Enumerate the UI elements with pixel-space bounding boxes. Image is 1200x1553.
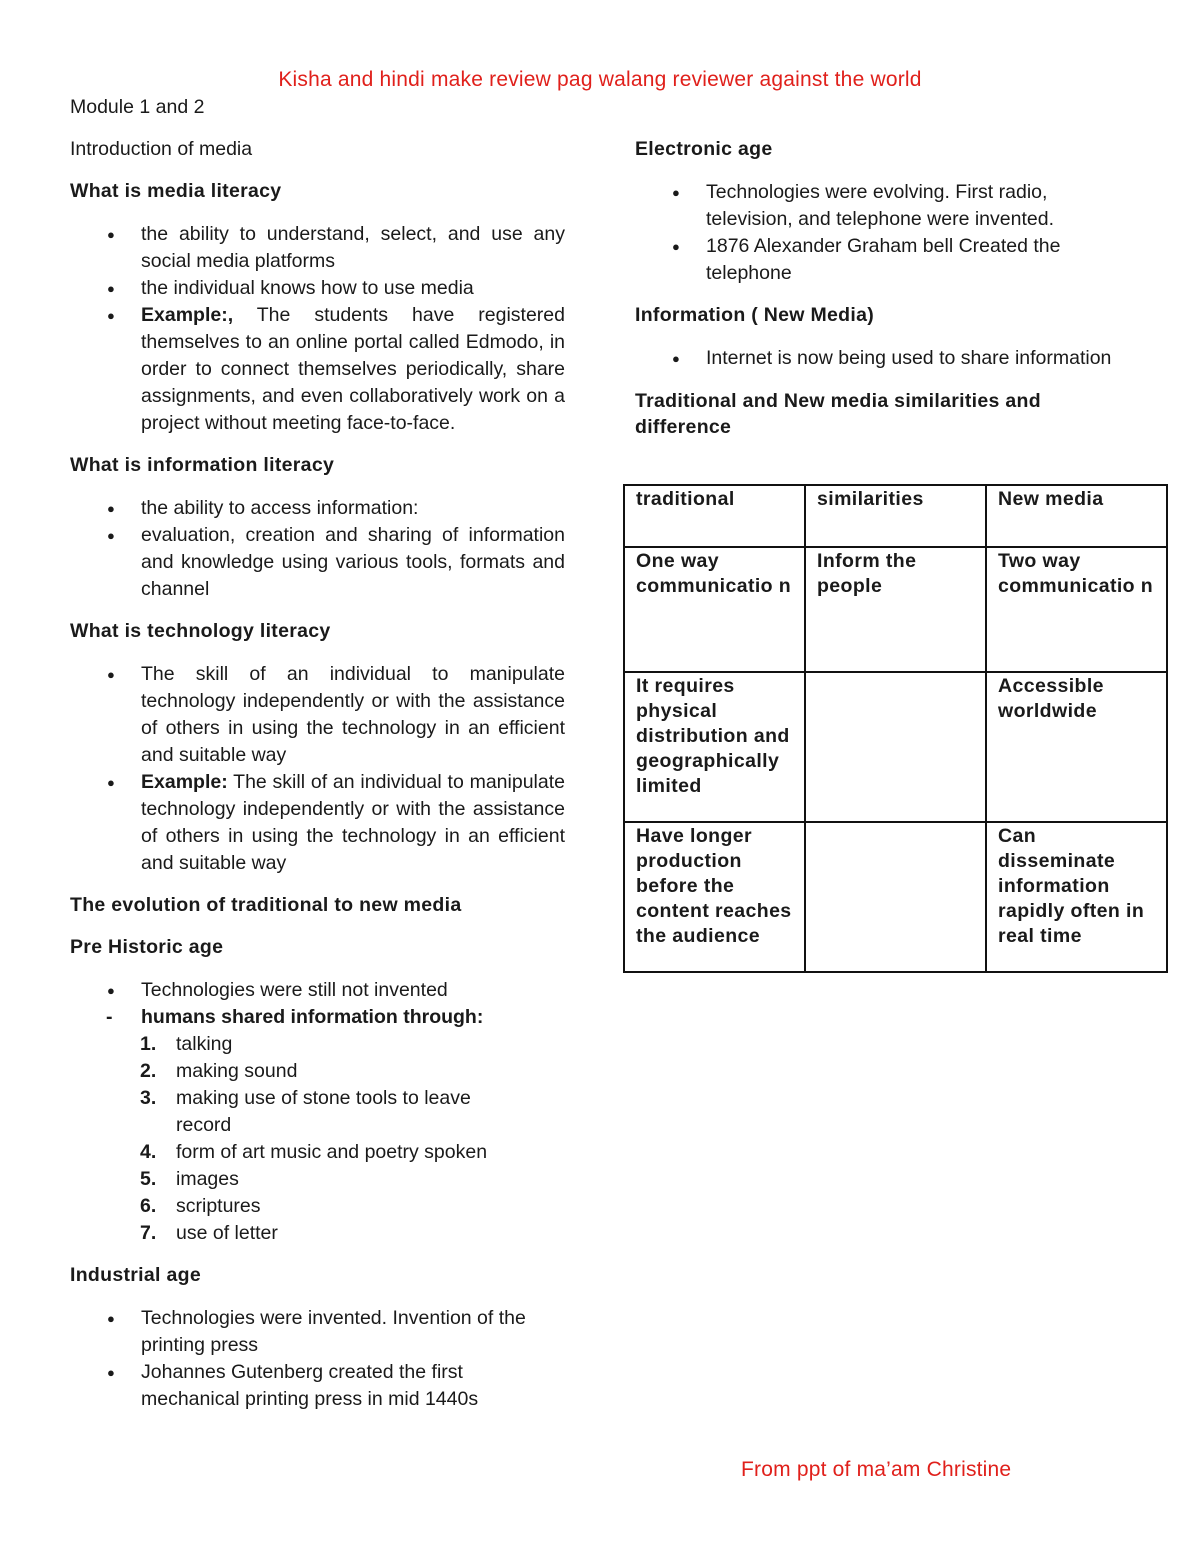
information-literacy-list [70,495,565,603]
list-item: ● the ability to understand, select, and use any social media platforms [70,221,565,275]
table-cell: Two way communicatio n [986,547,1167,672]
table-cell: Have longer production before the content reaches the audience [624,822,805,972]
list-item: ● Technologies were still not invented [70,977,565,1004]
table-cell: One way communicatio n [624,547,805,672]
list-item: ● the ability to access information: [70,495,565,522]
list-item [70,769,565,877]
table-header-cell: similarities [805,485,986,547]
example-text: The students have registered themselves to an online portal called Edmodo, in order to connect themselves periodically, share assignments, and even collaboratively work on a project without meeting face-to-face. [141,304,565,434]
list-item [70,302,565,437]
list-item: ● the individual knows how to use media [70,275,565,302]
table-row [624,672,1167,822]
right-column [635,136,1115,440]
table-heading: Traditional and New media similarities and difference [635,390,1041,438]
table-cell [805,822,986,972]
footer-note: From ppt of ma’am Christine [741,1458,1012,1481]
comparison-table [623,484,1168,973]
list-item: 6. scriptures [140,1195,261,1217]
list-item: 5. images [140,1168,239,1190]
list-item: ● evaluation, creation and sharing of information and knowledge using various tools, formats and channel [70,522,565,603]
evolution-heading: The evolution of traditional to new media [70,894,462,916]
module-title: Module 1 and 2 [70,96,205,118]
table-header-cell: traditional [624,485,805,547]
information-heading: Information ( New Media) [635,304,875,326]
technology-literacy-heading: What is technology literacy [70,620,331,642]
table-cell: Inform the people [805,547,986,672]
electronic-list [635,179,1115,287]
list-item: 1. talking [140,1033,233,1055]
table-header-cell: New media [986,485,1167,547]
industrial-list [70,1305,540,1413]
table-cell: Accessible worldwide [986,672,1167,822]
table-cell [805,672,986,822]
table-header-row [624,485,1167,547]
prehistoric-list [70,977,565,1004]
industrial-heading: Industrial age [70,1264,201,1286]
example-text: The skill of an individual to manipulate technology independently or with the assistance of others in using the technology in an efficient and suitable way [141,771,565,874]
left-column [70,94,565,1413]
table-row [624,822,1167,972]
list-item: 7. use of letter [140,1222,278,1244]
media-literacy-heading: What is media literacy [70,180,282,202]
list-item: ● Technologies were evolving. First radio, television, and telephone were invented. [635,179,1115,233]
list-item: ● Internet is now being used to share information [635,345,1115,372]
list-item: ● 1876 Alexander Graham bell Created the telephone [635,233,1115,287]
list-item: ● Johannes Gutenberg created the first mechanical printing press in mid 1440s [70,1359,540,1413]
list-item [70,1004,565,1031]
list-item: ● Technologies were invented. Invention of the printing press [70,1305,540,1359]
intro-title: Introduction of media [70,138,253,160]
list-item: ● The skill of an individual to manipulate technology independently or with the assistance of others in using the technology in an efficient and suitable way [70,661,565,769]
list-item: 3. making use of stone tools to leave record [140,1087,471,1136]
prehistoric-numbered-list [70,1031,520,1247]
electronic-heading: Electronic age [635,138,773,160]
table-cell: It requires physical distribution and geographically limited [624,672,805,822]
example-label: Example: [141,771,228,793]
header-note: Kisha and hindi make review pag walang reviewer against the world [278,68,922,91]
media-literacy-list [70,221,565,437]
information-literacy-heading: What is information literacy [70,454,335,476]
prehistoric-heading: Pre Historic age [70,936,224,958]
dash-text: humans shared information through: [141,1006,484,1028]
table-row [624,547,1167,672]
technology-literacy-list [70,661,565,877]
list-item: 4. form of art music and poetry spoken [140,1141,488,1163]
list-item: 2. making sound [140,1060,298,1082]
example-label: Example:, [141,304,234,326]
information-list [635,345,1115,372]
prehistoric-dash-list [70,1004,565,1031]
dash-marker: - [106,1006,113,1028]
table-cell: Can disseminate information rapidly often in real time [986,822,1167,972]
